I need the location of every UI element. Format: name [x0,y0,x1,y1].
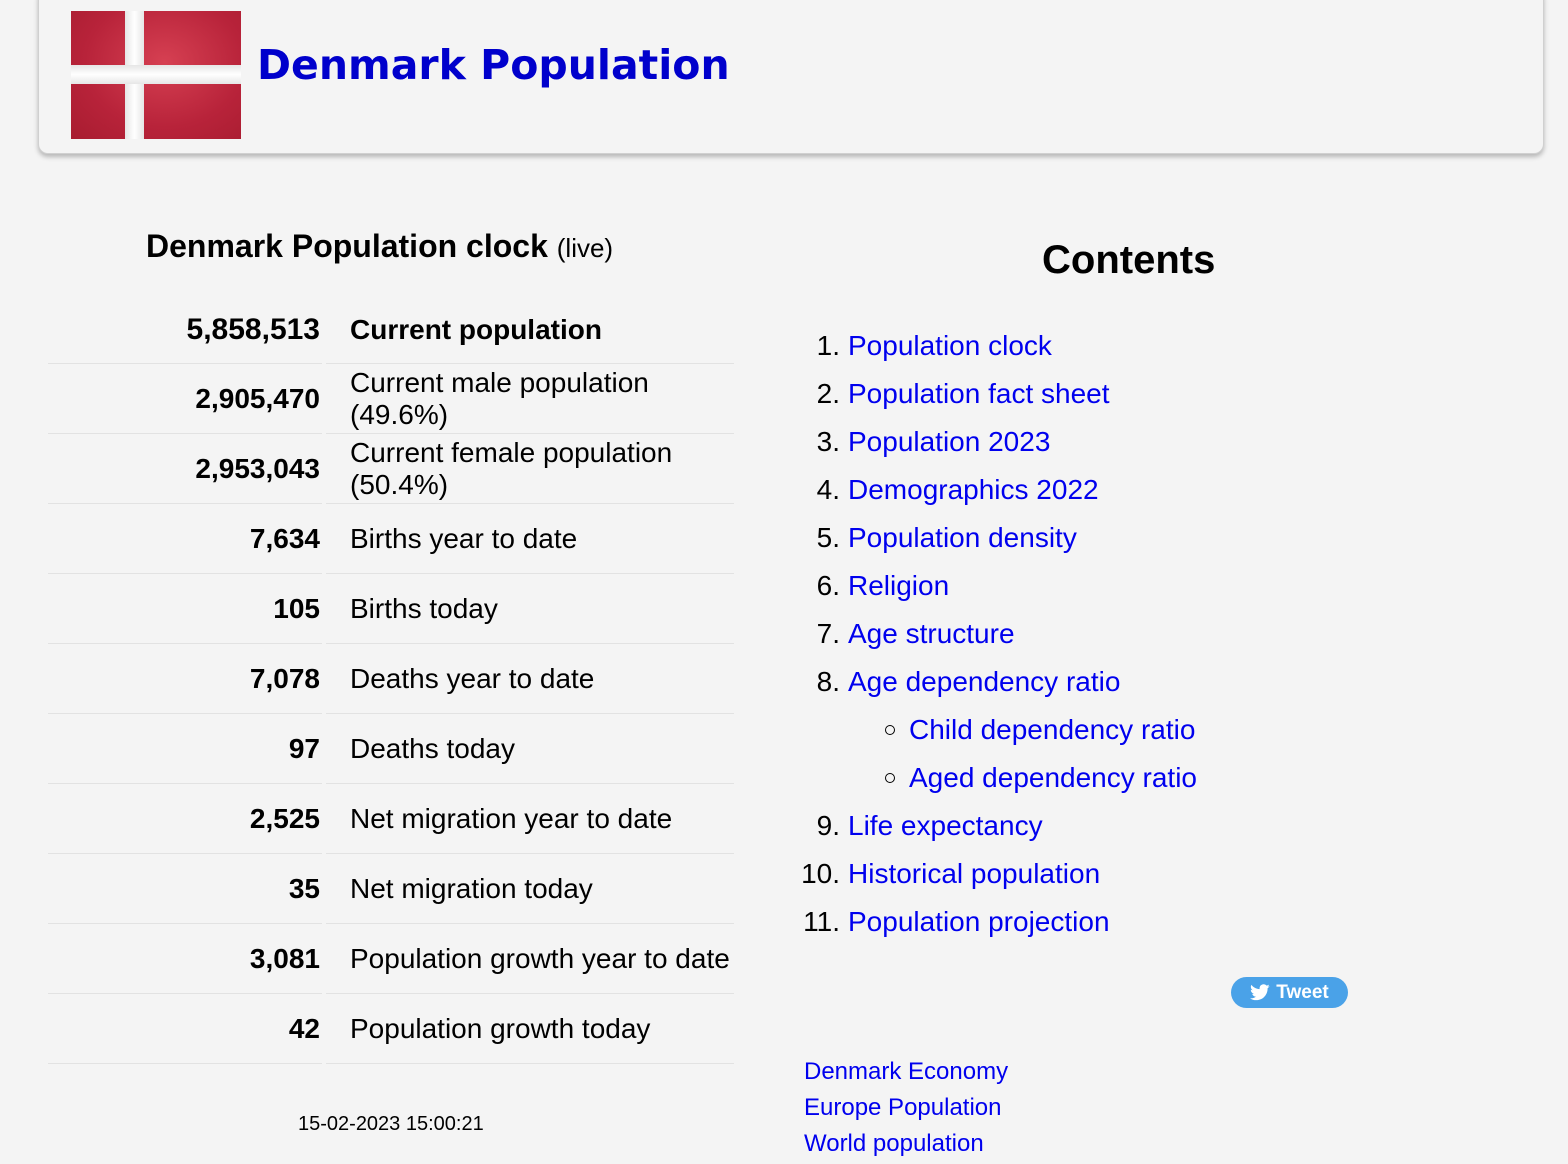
toc-link[interactable]: Population density [848,522,1077,553]
toc-item [790,418,1197,466]
stat-label: Population growth year to date [326,924,734,994]
stat-label: Current population [326,296,734,364]
stat-value: 3,081 [48,924,322,994]
toc-link[interactable]: Child dependency ratio [909,714,1196,745]
twitter-bird-icon [1250,984,1270,1001]
toc-index: 6. [816,570,840,601]
toc-index: 4. [816,474,840,505]
table-row [48,644,734,714]
toc-index: 3. [816,426,840,457]
circle-bullet-icon [885,773,895,783]
toc-link[interactable]: Population projection [848,906,1110,937]
stat-label: Current female population (50.4%) [326,434,734,504]
stat-value: 7,634 [48,504,322,574]
toc-link[interactable]: Age dependency ratio [848,666,1121,697]
clock-live-label: (live) [556,233,614,263]
toc-item [790,802,1197,850]
stat-value: 2,905,470 [48,364,322,434]
stat-label: Births year to date [326,504,734,574]
table-row [48,924,734,994]
toc-link[interactable]: Life expectancy [848,810,1043,841]
toc-item [790,658,1197,706]
table-of-contents [790,322,1197,946]
stat-value: 2,953,043 [48,434,322,504]
tweet-button[interactable] [1231,977,1348,1008]
toc-link[interactable]: Age structure [848,618,1015,649]
table-row [48,574,734,644]
toc-index: 10. [801,858,840,889]
toc-item [790,514,1197,562]
tweet-label: Tweet [1276,981,1329,1003]
toc-link[interactable]: Population 2023 [848,426,1051,457]
toc-link[interactable]: Aged dependency ratio [909,762,1197,793]
stat-value: 42 [48,994,322,1064]
clock-timestamp: 15-02-2023 15:00:21 [298,1113,484,1135]
flag-cross-horizontal [71,65,241,84]
toc-index: 7. [816,618,840,649]
table-row [48,364,734,434]
toc-link[interactable]: Religion [848,570,950,601]
page-title-link[interactable]: Denmark Population [257,41,730,89]
toc-item [790,322,1197,370]
related-link-world-population[interactable]: World population [804,1130,984,1157]
toc-item [790,898,1197,946]
toc-link[interactable]: Population clock [848,330,1052,361]
stat-value: 105 [48,574,322,644]
table-row [48,504,734,574]
circle-bullet-icon [885,725,895,735]
table-row [48,434,734,504]
toc-item [790,466,1197,514]
toc-link[interactable]: Historical population [848,858,1101,889]
stat-label: Current male population (49.6%) [326,364,734,434]
clock-title-text: Denmark Population clock [146,228,548,264]
table-row [48,854,734,924]
toc-index: 9. [816,810,840,841]
toc-link[interactable]: Demographics 2022 [848,474,1099,505]
site-header [38,0,1544,154]
toc-subitem [790,754,1197,802]
related-links [804,1056,1008,1164]
stat-label: Net migration year to date [326,784,734,854]
toc-item [790,370,1197,418]
toc-index: 8. [816,666,840,697]
stat-value: 5,858,513 [48,296,322,364]
toc-index: 5. [816,522,840,553]
toc-index: 2. [816,378,840,409]
toc-item [790,610,1197,658]
toc-index: 1. [816,330,840,361]
stat-label: Births today [326,574,734,644]
clock-heading [146,228,613,265]
stat-value: 2,525 [48,784,322,854]
toc-index: 11. [803,906,840,937]
stat-value: 35 [48,854,322,924]
stat-label: Population growth today [326,994,734,1064]
contents-heading: Contents [1042,238,1216,282]
toc-link[interactable]: Population fact sheet [848,378,1110,409]
population-clock-table [48,296,734,1064]
related-link-denmark-economy[interactable]: Denmark Economy [804,1058,1009,1085]
related-link-europe-population[interactable]: Europe Population [804,1094,1002,1121]
toc-item [790,562,1197,610]
stat-label: Deaths year to date [326,644,734,714]
table-row [48,994,734,1064]
table-row [48,714,734,784]
stat-value: 97 [48,714,322,784]
table-row [48,296,734,364]
stat-value: 7,078 [48,644,322,714]
table-row [48,784,734,854]
toc-item [790,850,1197,898]
toc-subitem [790,706,1197,754]
stat-label: Net migration today [326,854,734,924]
stat-label: Deaths today [326,714,734,784]
denmark-flag-icon[interactable] [71,11,241,139]
